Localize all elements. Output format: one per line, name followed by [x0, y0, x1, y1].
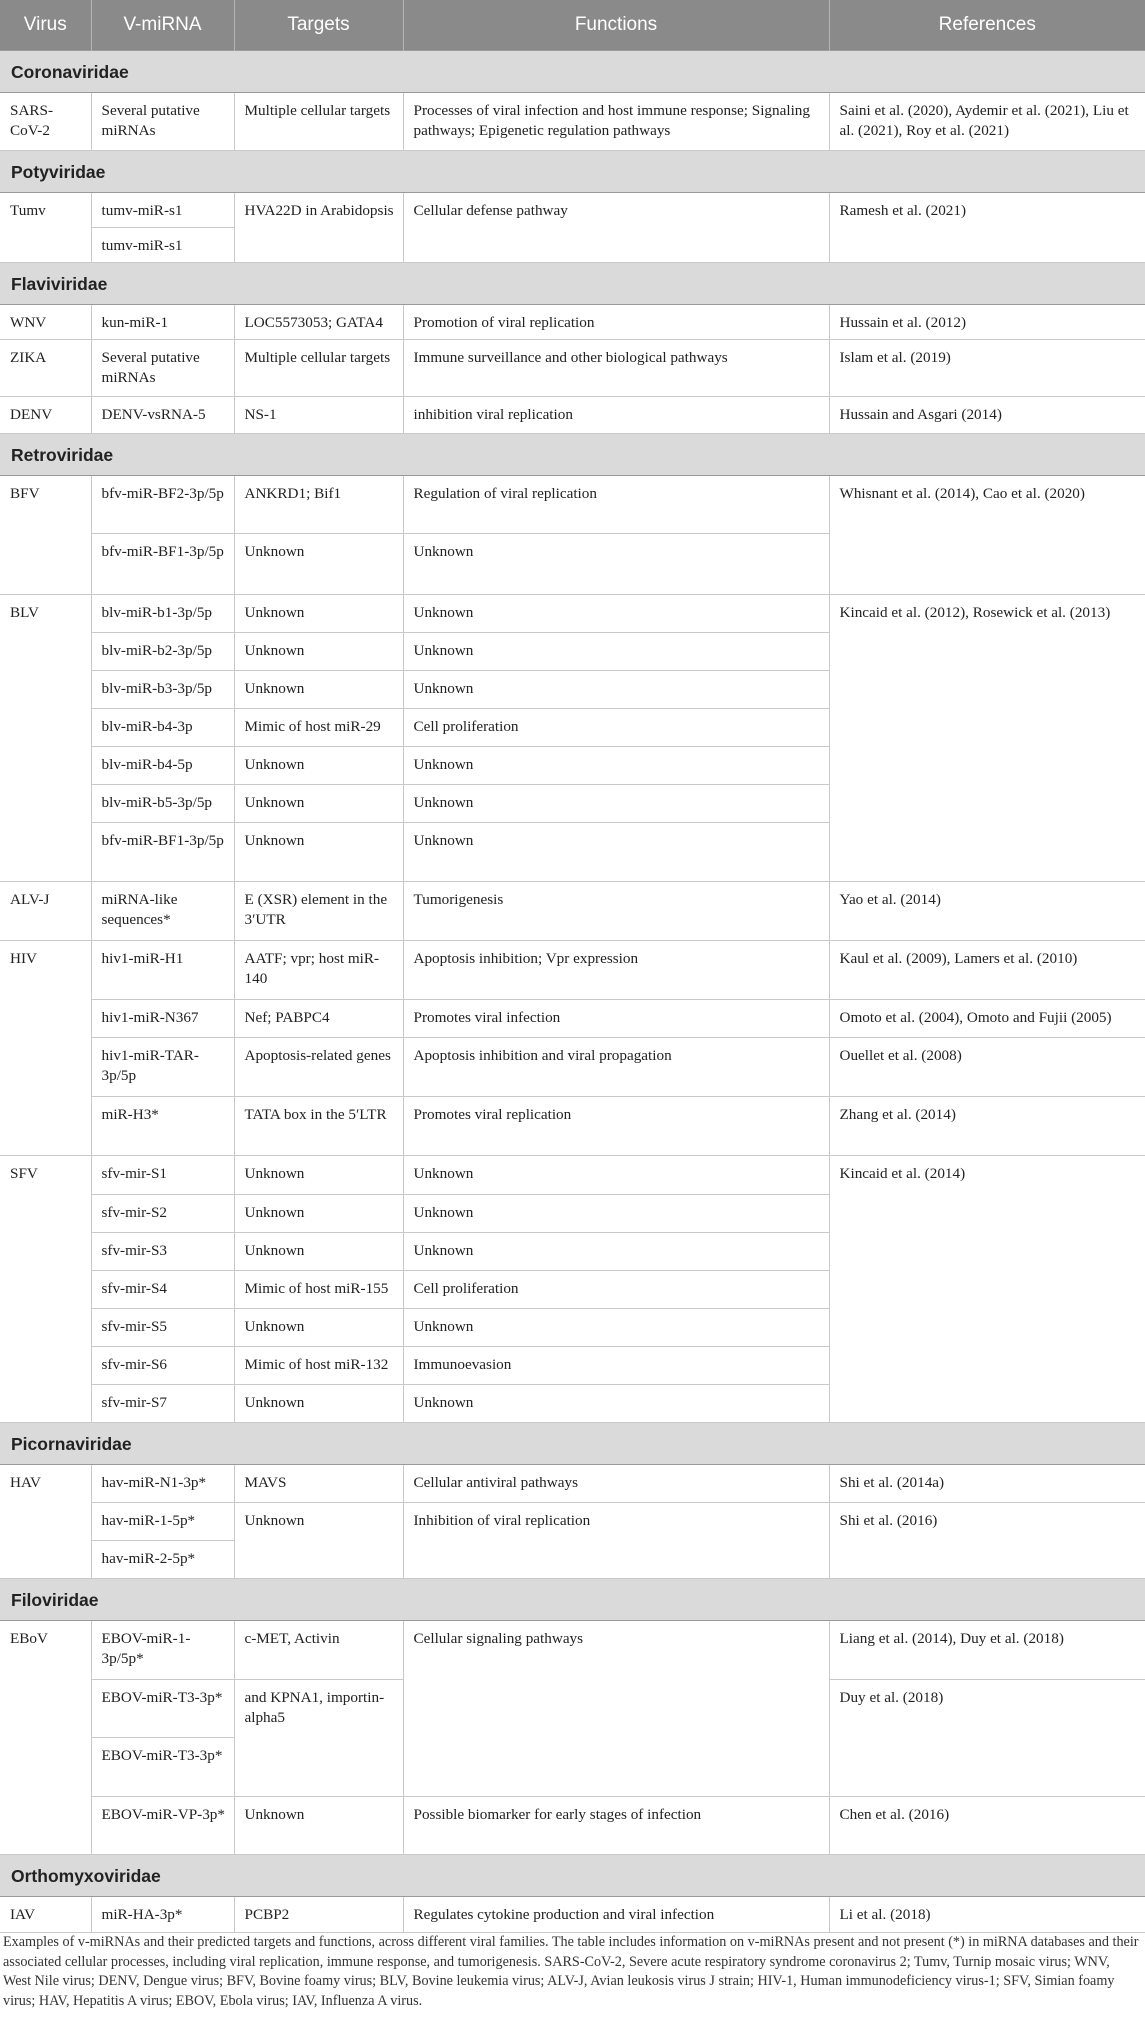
function-cell: Cellular signaling pathways [403, 1621, 829, 1797]
mirna-cell: bfv-miR-BF2-3p/5p [91, 476, 234, 534]
target-cell: c-MET, Activin [234, 1621, 403, 1680]
function-cell: Unknown [403, 823, 829, 882]
target-cell: HVA22D in Arabidopsis [234, 193, 403, 263]
table-row [0, 1621, 1145, 1680]
mirna-cell: blv-miR-b1-3p/5p [91, 595, 234, 633]
virus-cell: EBoV [0, 1621, 91, 1855]
target-cell: Unknown [234, 1797, 403, 1855]
reference-cell: Yao et al. (2014) [829, 882, 1145, 941]
mirna-cell: DENV-vsRNA-5 [91, 397, 234, 434]
function-cell: Cell proliferation [403, 1271, 829, 1309]
function-cell: Unknown [403, 1195, 829, 1233]
function-cell: Apoptosis inhibition; Vpr expression [403, 941, 829, 1000]
target-cell: Unknown [234, 747, 403, 785]
function-cell: Cell proliferation [403, 709, 829, 747]
virus-cell: SARS-CoV-2 [0, 93, 91, 151]
target-cell: Unknown [234, 823, 403, 882]
mirna-cell: blv-miR-b4-3p [91, 709, 234, 747]
mirna-cell: sfv-mir-S2 [91, 1195, 234, 1233]
function-cell: Unknown [403, 1233, 829, 1271]
target-cell: AATF; vpr; host miR-140 [234, 941, 403, 1000]
family-label: Picornaviridae [0, 1423, 1145, 1465]
mirna-cell: blv-miR-b4-5p [91, 747, 234, 785]
function-cell: Apoptosis inhibition and viral propagation [403, 1038, 829, 1097]
target-cell: Unknown [234, 671, 403, 709]
mirna-cell: miR-HA-3p* [91, 1897, 234, 1933]
target-cell: Mimic of host miR-29 [234, 709, 403, 747]
target-cell: E (XSR) element in the 3′UTR [234, 882, 403, 941]
function-cell: Unknown [403, 1156, 829, 1195]
mirna-cell: Several putative miRNAs [91, 93, 234, 151]
reference-cell: Duy et al. (2018) [829, 1680, 1145, 1797]
header-v-mirna: V-miRNA [91, 0, 234, 51]
family-row-picornaviridae [0, 1423, 1145, 1465]
reference-cell: Zhang et al. (2014) [829, 1097, 1145, 1156]
function-cell: Regulation of viral replication [403, 476, 829, 534]
family-row-filoviridae [0, 1579, 1145, 1621]
mirna-cell: hiv1-miR-N367 [91, 1000, 234, 1038]
mirna-cell: miR-H3* [91, 1097, 234, 1156]
target-cell: Multiple cellular targets [234, 340, 403, 397]
header-references: References [829, 0, 1145, 51]
target-cell: LOC5573053; GATA4 [234, 305, 403, 340]
target-cell: Unknown [234, 1503, 403, 1579]
family-label: Flaviviridae [0, 263, 1145, 305]
reference-cell: Kincaid et al. (2014) [829, 1156, 1145, 1423]
mirna-cell: EBOV-miR-VP-3p* [91, 1797, 234, 1855]
target-cell: Mimic of host miR-155 [234, 1271, 403, 1309]
mirna-cell: bfv-miR-BF1-3p/5p [91, 823, 234, 882]
target-cell: Nef; PABPC4 [234, 1000, 403, 1038]
mirna-cell: hiv1-miR-TAR-3p/5p [91, 1038, 234, 1097]
table-row [0, 340, 1145, 397]
family-row-coronaviridae [0, 51, 1145, 93]
target-cell: Apoptosis-related genes [234, 1038, 403, 1097]
target-cell: Mimic of host miR-132 [234, 1347, 403, 1385]
function-cell: Unknown [403, 747, 829, 785]
target-cell: Multiple cellular targets [234, 93, 403, 151]
reference-cell: Hussain et al. (2012) [829, 305, 1145, 340]
reference-cell: Hussain and Asgari (2014) [829, 397, 1145, 434]
table-row [0, 1897, 1145, 1933]
reference-cell: Ramesh et al. (2021) [829, 193, 1145, 263]
target-cell: Unknown [234, 534, 403, 595]
target-cell: Unknown [234, 1233, 403, 1271]
mirna-cell: blv-miR-b5-3p/5p [91, 785, 234, 823]
function-cell: Promotes viral replication [403, 1097, 829, 1156]
function-cell: Tumorigenesis [403, 882, 829, 941]
mirna-cell: tumv-miR-s1 [91, 193, 234, 228]
mirna-cell: sfv-mir-S4 [91, 1271, 234, 1309]
function-cell: Unknown [403, 534, 829, 595]
function-cell: Immune surveillance and other biological pathways [403, 340, 829, 397]
header-targets: Targets [234, 0, 403, 51]
reference-cell: Shi et al. (2014a) [829, 1465, 1145, 1503]
virus-cell: ZIKA [0, 340, 91, 397]
function-cell: Unknown [403, 633, 829, 671]
table-row [0, 941, 1145, 1000]
family-label: Filoviridae [0, 1579, 1145, 1621]
virus-cell: BFV [0, 476, 91, 595]
target-cell: MAVS [234, 1465, 403, 1503]
target-cell: Unknown [234, 1309, 403, 1347]
reference-cell: Islam et al. (2019) [829, 340, 1145, 397]
mirna-cell: sfv-mir-S7 [91, 1385, 234, 1423]
family-label: Potyviridae [0, 151, 1145, 193]
table-row [0, 1797, 1145, 1855]
table-row [0, 397, 1145, 434]
target-cell: Unknown [234, 595, 403, 633]
virus-cell: HAV [0, 1465, 91, 1579]
mirna-cell: kun-miR-1 [91, 305, 234, 340]
family-row-orthomyxoviridae [0, 1855, 1145, 1897]
mirna-cell: sfv-mir-S5 [91, 1309, 234, 1347]
function-cell: Unknown [403, 785, 829, 823]
mirna-cell: sfv-mir-S1 [91, 1156, 234, 1195]
target-cell: Unknown [234, 633, 403, 671]
table-row [0, 1503, 1145, 1541]
mirna-cell: tumv-miR-s1 [91, 228, 234, 263]
table-row [0, 1156, 1145, 1195]
virus-cell: DENV [0, 397, 91, 434]
function-cell: Unknown [403, 1385, 829, 1423]
function-cell: Cellular antiviral pathways [403, 1465, 829, 1503]
virus-cell: HIV [0, 941, 91, 1156]
reference-cell: Shi et al. (2016) [829, 1503, 1145, 1579]
function-cell: Regulates cytokine production and viral infection [403, 1897, 829, 1933]
function-cell: Unknown [403, 595, 829, 633]
table-header-row [0, 0, 1145, 51]
mirna-cell: hav-miR-1-5p* [91, 1503, 234, 1541]
mirna-cell: blv-miR-b3-3p/5p [91, 671, 234, 709]
function-cell: Possible biomarker for early stages of infection [403, 1797, 829, 1855]
target-cell: TATA box in the 5′LTR [234, 1097, 403, 1156]
target-cell: ANKRD1; Bif1 [234, 476, 403, 534]
virus-cell: ALV-J [0, 882, 91, 941]
function-cell: inhibition viral replication [403, 397, 829, 434]
reference-cell: Saini et al. (2020), Aydemir et al. (2021), Liu et al. (2021), Roy et al. (2021) [829, 93, 1145, 151]
table-row [0, 1038, 1145, 1097]
function-cell: Unknown [403, 1309, 829, 1347]
reference-cell: Omoto et al. (2004), Omoto and Fujii (2005) [829, 1000, 1145, 1038]
mirna-cell: bfv-miR-BF1-3p/5p [91, 534, 234, 595]
mirna-cell: EBOV-miR-T3-3p* [91, 1738, 234, 1797]
function-cell: Inhibition of viral replication [403, 1503, 829, 1579]
table-row [0, 193, 1145, 228]
virus-cell: IAV [0, 1897, 91, 1933]
function-cell: Promotion of viral replication [403, 305, 829, 340]
function-cell: Immunoevasion [403, 1347, 829, 1385]
target-cell: PCBP2 [234, 1897, 403, 1933]
reference-cell: Li et al. (2018) [829, 1897, 1145, 1933]
reference-cell: Whisnant et al. (2014), Cao et al. (2020) [829, 476, 1145, 595]
target-cell: Unknown [234, 1156, 403, 1195]
table-footnote: Examples of v-miRNAs and their predicted targets and functions, across different viral families. The table includes information on v-miRNAs present and not present (*) in miRNA databases and their associated cellular processes, including viral replication, immune response, and tumorigenesis. SARS-CoV-2, Severe acute respiratory syndrome coronavirus 2; Tumv, Turnip mosaic virus; WNV, West Nile virus; DENV, Dengue virus; BFV, Bovine foamy virus; BLV, Bovine leukemia virus; ALV-J, Avian leukosis virus J strain; HIV-1, Human immunodeficiency virus-1; SFV, Simian foamy virus; HAV, Hepatitis A virus; EBOV, Ebola virus; IAV, Influenza A virus. [3, 1934, 1139, 2010]
mirna-cell: blv-miR-b2-3p/5p [91, 633, 234, 671]
table-row [0, 1097, 1145, 1156]
table-row [0, 1000, 1145, 1038]
reference-cell: Liang et al. (2014), Duy et al. (2018) [829, 1621, 1145, 1680]
target-cell: and KPNA1, importin-alpha5 [234, 1680, 403, 1797]
function-cell: Processes of viral infection and host immune response; Signaling pathways; Epigenetic regulation pathways [403, 93, 829, 151]
target-cell: NS-1 [234, 397, 403, 434]
family-label: Coronaviridae [0, 51, 1145, 93]
mirna-cell: Several putative miRNAs [91, 340, 234, 397]
family-label: Orthomyxoviridae [0, 1855, 1145, 1897]
mirna-cell: hiv1-miR-H1 [91, 941, 234, 1000]
mirna-cell: hav-miR-2-5p* [91, 1541, 234, 1579]
virus-cell: Tumv [0, 193, 91, 263]
table-row [0, 882, 1145, 941]
family-row-retroviridae [0, 434, 1145, 476]
table-row [0, 93, 1145, 151]
header-functions: Functions [403, 0, 829, 51]
mirna-cell: hav-miR-N1-3p* [91, 1465, 234, 1503]
table-row [0, 1465, 1145, 1503]
reference-cell: Kaul et al. (2009), Lamers et al. (2010) [829, 941, 1145, 1000]
table-row [0, 476, 1145, 534]
family-row-flaviviridae [0, 263, 1145, 305]
mirna-cell: EBOV-miR-1-3p/5p* [91, 1621, 234, 1680]
function-cell: Promotes viral infection [403, 1000, 829, 1038]
mirna-cell: miRNA-like sequences* [91, 882, 234, 941]
function-cell: Cellular defense pathway [403, 193, 829, 263]
family-row-potyviridae [0, 151, 1145, 193]
mirna-cell: EBOV-miR-T3-3p* [91, 1680, 234, 1738]
mirna-cell: sfv-mir-S3 [91, 1233, 234, 1271]
family-label: Retroviridae [0, 434, 1145, 476]
mirna-cell: sfv-mir-S6 [91, 1347, 234, 1385]
table-row [0, 305, 1145, 340]
virus-cell: WNV [0, 305, 91, 340]
target-cell: Unknown [234, 1195, 403, 1233]
target-cell: Unknown [234, 1385, 403, 1423]
header-virus: Virus [0, 0, 91, 51]
reference-cell: Ouellet et al. (2008) [829, 1038, 1145, 1097]
virus-cell: BLV [0, 595, 91, 882]
virus-cell: SFV [0, 1156, 91, 1423]
reference-cell: Chen et al. (2016) [829, 1797, 1145, 1855]
function-cell: Unknown [403, 671, 829, 709]
reference-cell: Kincaid et al. (2012), Rosewick et al. (2013) [829, 595, 1145, 882]
target-cell: Unknown [234, 785, 403, 823]
table-row [0, 595, 1145, 633]
